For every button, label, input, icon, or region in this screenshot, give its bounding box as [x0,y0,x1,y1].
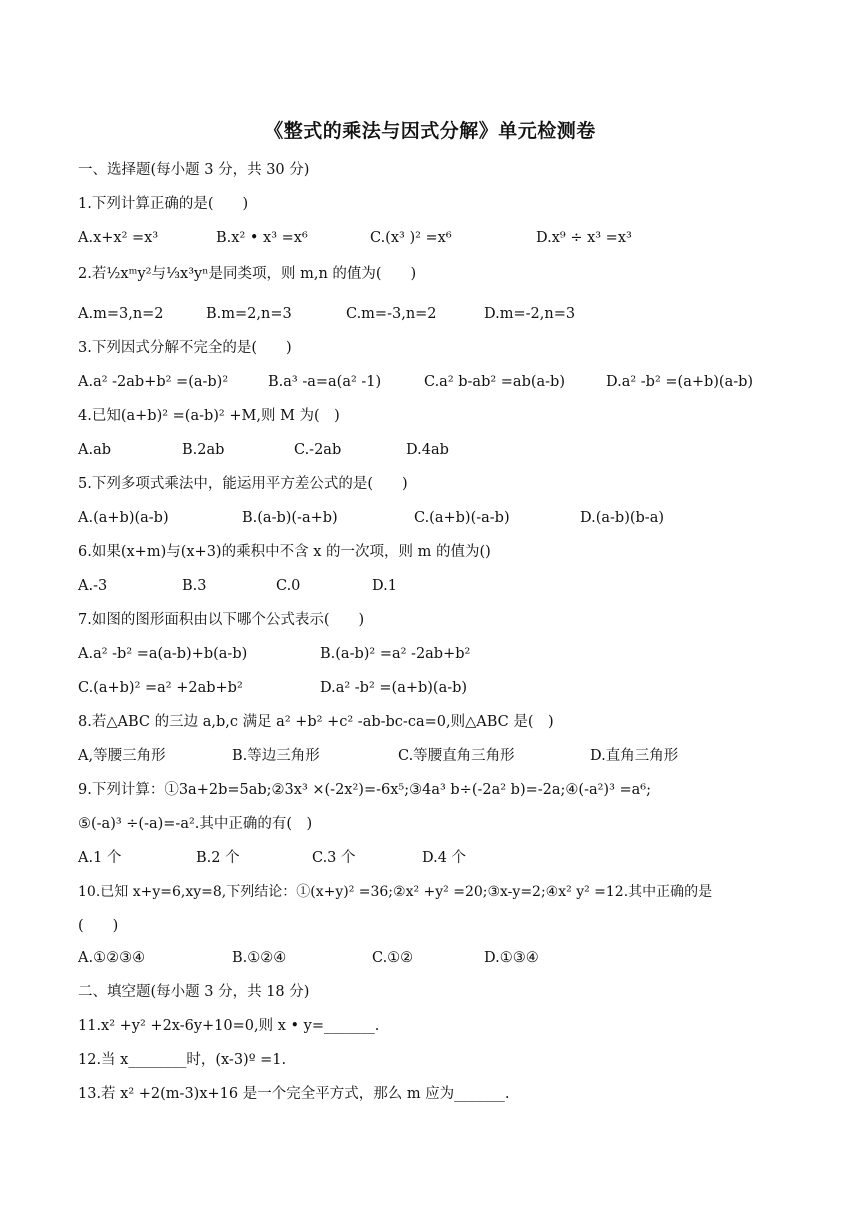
q8-option-d: D.直角三角形 [590,748,679,764]
question-5-stem: 5.下列多项式乘法中，能运用平方差公式的是( ) [78,476,408,492]
question-9-stem-line2: ⑤(-a)³ ÷(-a)=-a².其中正确的有( ) [78,816,313,832]
q8-option-b: B.等边三角形 [232,748,320,764]
q10-option-b: B.①②④ [232,950,287,966]
q2-option-d: D.m=-2,n=3 [484,306,576,322]
q6-option-b: B.3 [182,578,207,594]
q8-option-a: A,等腰三角形 [78,748,166,764]
q4-option-a: A.ab [78,442,112,458]
question-4-stem: 4.已知(a+b)² =(a-b)² +M,则 M 为( ) [78,408,340,424]
q2-option-a: A.m=3,n=2 [78,306,164,322]
q9-option-c: C.3 个 [312,850,356,866]
q5-option-d: D.(a-b)(b-a) [580,510,664,526]
q4-option-c: C.-2ab [294,442,342,458]
question-12: 12.当 x________时，(x-3)º =1. [78,1052,287,1068]
section-heading-choice: 一、选择题(每小题 3 分，共 30 分) [78,162,310,178]
q1-option-b: B.x² • x³ =x⁶ [216,230,308,246]
q7-option-c: C.(a+b)² =a² +2ab+b² [78,680,243,696]
q3-option-d: D.a² -b² =(a+b)(a-b) [606,374,754,390]
question-8-stem: 8.若△ABC 的三边 a,b,c 满足 a² +b² +c² -ab-bc-ca=0,则△ABC 是( ) [78,714,554,730]
q7-option-a: A.a² -b² =a(a-b)+b(a-b) [78,646,248,662]
q6-option-d: D.1 [372,578,397,594]
q5-option-b: B.(a-b)(-a+b) [242,510,338,526]
section-heading-fill: 二、填空题(每小题 3 分，共 18 分) [78,984,310,1000]
q3-option-b: B.a³ -a=a(a² -1) [268,374,382,390]
q9-option-b: B.2 个 [196,850,240,866]
page-title: 《整式的乘法与因式分解》单元检测卷 [264,120,596,142]
question-3-stem: 3.下列因式分解不完全的是( ) [78,340,292,356]
q10-option-d: D.①③④ [484,950,539,966]
q9-option-a: A.1 个 [78,850,122,866]
q6-option-a: A.-3 [78,578,108,594]
q2-option-b: B.m=2,n=3 [206,306,292,322]
q9-option-d: D.4 个 [422,850,467,866]
question-10-stem-line2: ( ) [78,918,119,934]
question-10-stem-line1: 10.已知 x+y=6,xy=8,下列结论：①(x+y)² =36;②x² +y² =20;③x-y=2;④x² y² =12.其中正确的是 [78,884,713,900]
question-7-stem: 7.如图的图形面积由以下哪个公式表示( ) [78,612,365,628]
q4-option-b: B.2ab [182,442,225,458]
q1-option-c: C.(x³ )² =x⁶ [370,230,452,246]
question-13: 13.若 x² +2(m-3)x+16 是一个完全平方式，那么 m 应为_______. [78,1086,510,1102]
q5-option-c: C.(a+b)(-a-b) [414,510,510,526]
q5-option-a: A.(a+b)(a-b) [78,510,169,526]
q7-option-b: B.(a-b)² =a² -2ab+b² [320,646,471,662]
q1-option-a: A.x+x² =x³ [78,230,159,246]
question-6-stem: 6.如果(x+m)与(x+3)的乘积中不含 x 的一次项，则 m 的值为() [78,544,491,560]
q8-option-c: C.等腰直角三角形 [398,748,515,764]
q2-option-c: C.m=-3,n=2 [346,306,437,322]
question-11: 11.x² +y² +2x-6y+10=0,则 x • y=_______. [78,1018,380,1034]
question-2-stem: 2.若½xᵐy²与⅓x³yⁿ是同类项，则 m,n 的值为( ) [78,266,417,282]
q4-option-d: D.4ab [406,442,449,458]
question-1-stem: 1.下列计算正确的是( ) [78,196,249,212]
q1-option-d: D.x⁹ ÷ x³ =x³ [536,230,632,246]
q10-option-c: C.①② [372,950,414,966]
q10-option-a: A.①②③④ [78,950,146,966]
q7-option-d: D.a² -b² =(a+b)(a-b) [320,680,468,696]
q3-option-c: C.a² b-ab² =ab(a-b) [424,374,565,390]
question-9-stem-line1: 9.下列计算：①3a+2b=5ab;②3x³ ×(-2x²)=-6x⁵;③4a³ b÷(-2a² b)=-2a;④(-a²)³ =a⁶; [78,782,651,798]
q3-option-a: A.a² -2ab+b² =(a-b)² [78,374,229,390]
q6-option-c: C.0 [276,578,301,594]
